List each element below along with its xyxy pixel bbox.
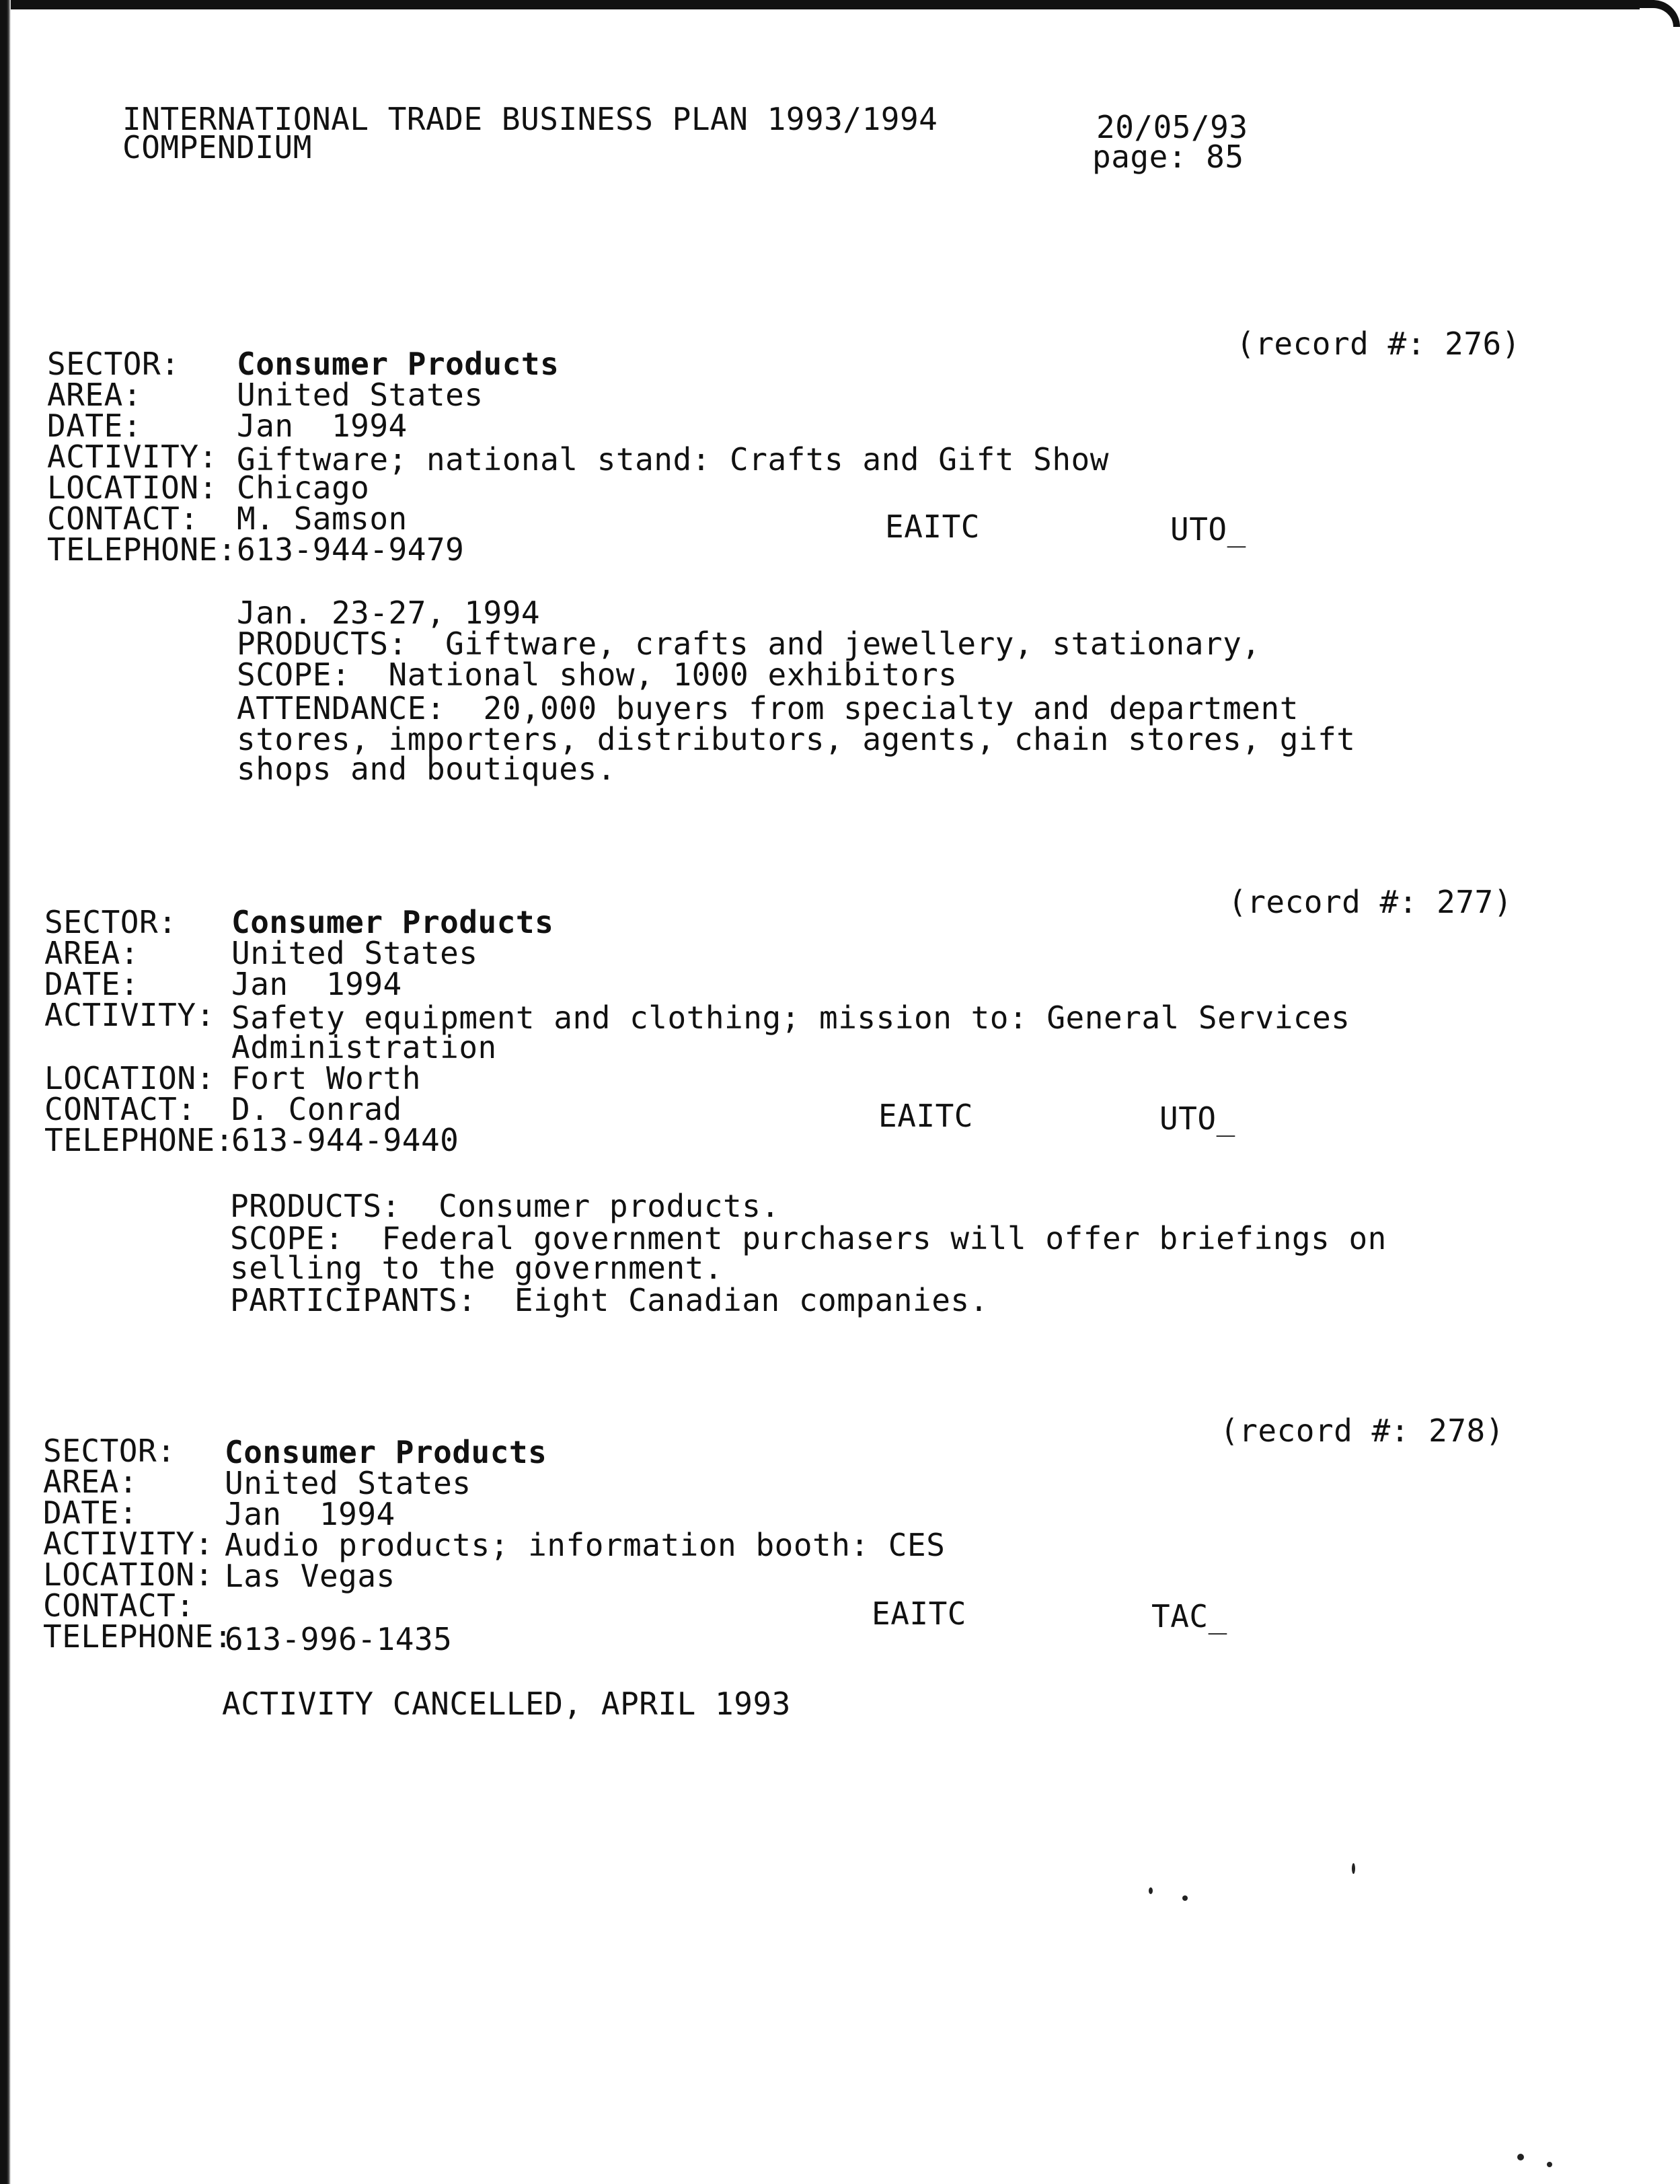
location-label: LOCATION: [47,469,218,506]
cancellation-notice: ACTIVITY CANCELLED, APRIL 1993 [222,1686,791,1722]
area-value: United States [237,377,484,413]
contact-value: M. Samson [237,500,408,537]
detail-line: PRODUCTS: Consumer products. [230,1188,780,1224]
page-number: page: 85 [1092,139,1244,175]
area-value: United States [231,935,478,971]
contact-label: CONTACT: [47,500,199,537]
sector-value: Consumer Products [231,904,554,940]
office-code: UTO_ [1159,1100,1235,1137]
date-label: DATE: [44,966,139,1002]
detail-line: ATTENDANCE: 20,000 buyers from specialty and department [237,690,1299,726]
telephone-label: TELEPHONE: [47,531,237,568]
location-value: Chicago [237,469,370,506]
scan-speck [1149,1887,1153,1894]
telephone-value: 613-944-9440 [231,1122,459,1158]
date-label: DATE: [47,408,142,444]
sector-value: Consumer Products [237,346,560,382]
scan-edge-left [0,0,11,2184]
date-value: Jan 1994 [231,966,402,1002]
contact-label: CONTACT: [44,1091,196,1127]
detail-line: Jan. 23-27, 1994 [237,595,541,631]
sector-label: SECTOR: [43,1433,176,1469]
detail-line: PRODUCTS: Giftware, crafts and jewellery, stationary, [237,626,1261,662]
telephone-label: TELEPHONE: [44,1122,234,1158]
scan-edge-top [0,0,1654,9]
activity-label: ACTIVITY: [47,439,218,475]
telephone-value: 613-944-9479 [237,531,465,568]
office-code: TAC_ [1151,1598,1227,1634]
location-value: Las Vegas [225,1558,395,1594]
record-number: (record #: 276) [1236,326,1521,362]
location-value: Fort Worth [231,1060,421,1096]
activity-label: ACTIVITY: [43,1526,214,1562]
scan-speck [1517,2154,1524,2160]
detail-line: selling to the government. [230,1250,724,1286]
contact-value: D. Conrad [231,1091,402,1127]
detail-line: stores, importers, distributors, agents, chain stores, gift [237,721,1356,757]
department-code: EAITC [878,1098,973,1134]
sector-label: SECTOR: [44,904,178,940]
record-number: (record #: 278) [1220,1413,1504,1449]
department-code: EAITC [885,509,980,545]
activity-value: Giftware; national stand: Crafts and Gift Show [237,441,1109,478]
activity-value-continued: Administration [231,1029,497,1065]
doc-title: INTERNATIONAL TRADE BUSINESS PLAN 1993/1994 [122,101,938,137]
area-label: AREA: [43,1464,138,1500]
date-value: Jan 1994 [237,408,408,444]
telephone-value: 613-996-1435 [225,1621,453,1657]
detail-line: SCOPE: Federal government purchasers will offer briefings on [230,1220,1387,1256]
department-code: EAITC [872,1595,966,1632]
detail-line: PARTICIPANTS: Eight Canadian companies. [230,1282,989,1318]
area-value: United States [225,1465,471,1501]
scan-speck [1547,2162,1552,2167]
scan-speck [1182,1895,1188,1901]
date-value: Jan 1994 [225,1496,395,1532]
doc-date: 20/05/93 [1096,109,1248,145]
location-label: LOCATION: [44,1060,215,1096]
location-label: LOCATION: [43,1556,214,1593]
scan-edge-corner [1640,0,1680,27]
sector-value: Consumer Products [225,1434,547,1470]
doc-subtitle: COMPENDIUM [122,129,312,165]
detail-line: shops and boutiques. [237,751,616,787]
telephone-label: TELEPHONE: [43,1618,233,1655]
scan-speck [1352,1863,1355,1874]
sector-label: SECTOR: [47,346,180,382]
office-code: UTO_ [1170,511,1246,548]
record-number: (record #: 277) [1228,884,1513,920]
area-label: AREA: [44,935,139,971]
date-label: DATE: [43,1495,138,1531]
activity-value: Safety equipment and clothing; mission to: General Services [231,1000,1350,1036]
activity-value: Audio products; information booth: CES [225,1527,946,1563]
detail-line: SCOPE: National show, 1000 exhibitors [237,656,958,693]
area-label: AREA: [47,377,142,413]
activity-label: ACTIVITY: [44,997,215,1033]
contact-label: CONTACT: [43,1587,195,1624]
